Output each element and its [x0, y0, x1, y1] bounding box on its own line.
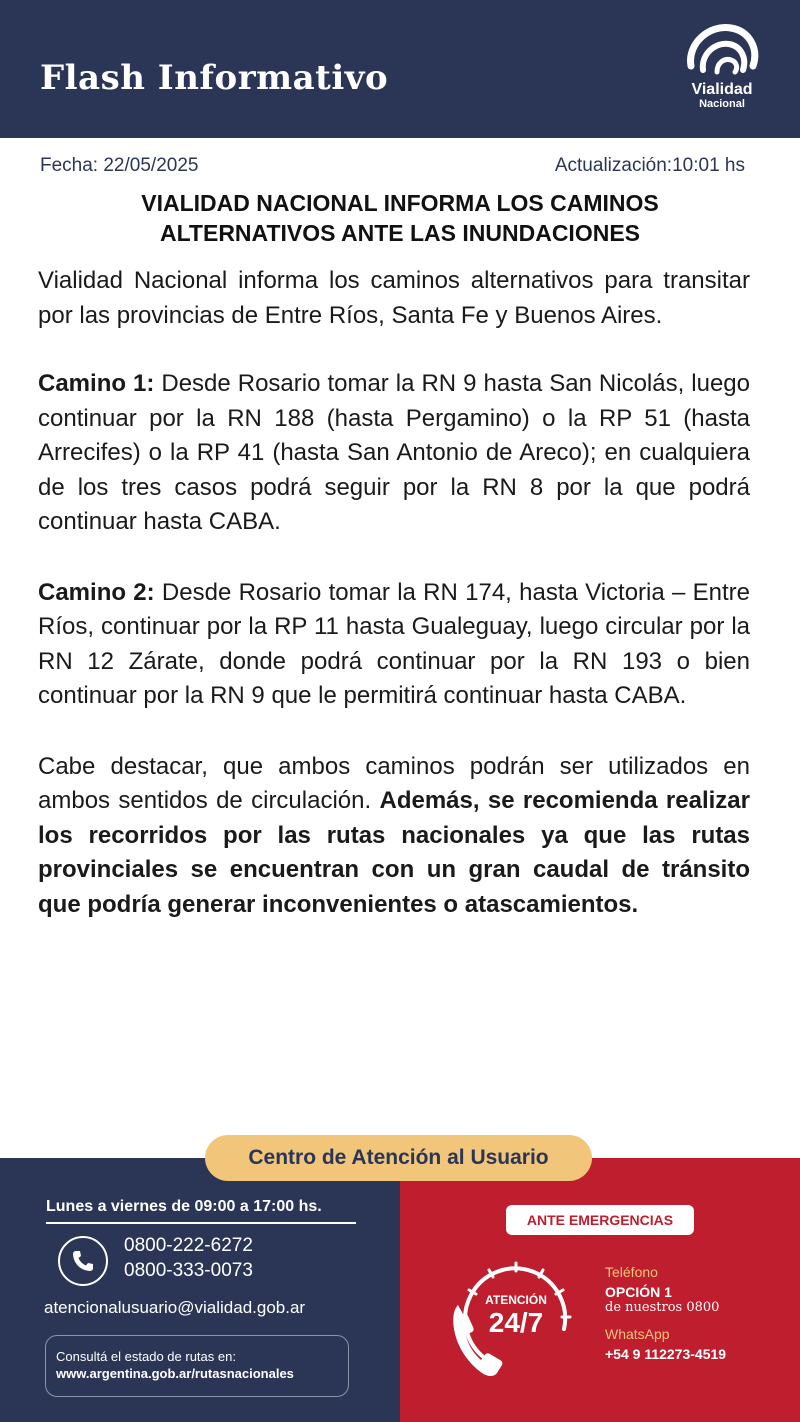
- contact-email[interactable]: atencionalusuario@vialidad.gob.ar: [44, 1298, 306, 1317]
- camino-1-label: Camino 1:: [38, 370, 155, 397]
- date-label: Fecha: 22/05/2025: [40, 155, 199, 176]
- attention-label: ATENCIÓN: [485, 1293, 547, 1307]
- update-label: Actualización:: [554, 155, 673, 176]
- camino-2-label: Camino 2:: [38, 578, 155, 606]
- whatsapp-number[interactable]: +54 9 112273-4519: [605, 1346, 727, 1362]
- attention-hours: 24/7: [488, 1307, 544, 1338]
- phone-number-1[interactable]: 0800-222-6272: [124, 1235, 253, 1256]
- emergency-phone-option-sub: de nuestros 0800: [605, 1300, 720, 1315]
- logo-text-vialidad: Vialidad: [691, 81, 753, 98]
- camino-1-paragraph: [38, 367, 750, 540]
- emergency-badge: ANTE EMERGENCIAS: [506, 1205, 694, 1235]
- headline: [60, 188, 740, 248]
- whatsapp-label: WhatsApp: [605, 1326, 670, 1342]
- update-time: [555, 155, 745, 177]
- update-value: 10:01 hs: [672, 155, 745, 176]
- office-hours: Lunes a viernes de 09:00 a 17:00 hs.: [46, 1198, 322, 1215]
- camino-2-paragraph: [38, 576, 750, 714]
- route-status-link[interactable]: www.argentina.gob.ar/rutasnacionales: [56, 1366, 294, 1381]
- headline-line-1: VIALIDAD NACIONAL INFORMA LOS CAMINOS: [141, 190, 659, 216]
- closing-recommendation: Además, se recomienda realizar los recorridos por las rutas nacionales ya que las rutas provinciales se encuentran con un gran caudal de tránsito que podría generar inconvenientes o atascamientos.: [38, 787, 750, 918]
- route-status-box: [45, 1335, 349, 1397]
- headline-line-2: ALTERNATIVOS ANTE LAS INUNDACIONES: [159, 220, 641, 246]
- closing-text: Cabe destacar, que ambos caminos podrán ser utilizados en ambos sentidos de circulación.: [38, 752, 750, 814]
- phone-icon: [58, 1236, 108, 1286]
- vialidad-logo: [676, 22, 768, 122]
- emergency-phone-label: Teléfono: [605, 1264, 658, 1280]
- header-bar: [0, 0, 800, 138]
- route-status-label: Consultá el estado de rutas en:: [56, 1349, 236, 1364]
- intro-paragraph: Vialidad Nacional informa los caminos alternativos para transitar por las provincias de Entre Ríos, Santa Fe y Buenos Aires.: [38, 267, 750, 329]
- attention-24-7-graphic: [446, 1247, 586, 1387]
- logo-text-nacional: Nacional: [699, 98, 745, 110]
- article-body: [38, 264, 750, 922]
- hours-divider: [46, 1222, 356, 1224]
- center-title-badge: Centro de Atención al Usuario: [205, 1135, 592, 1181]
- page-title: Flash Informativo: [40, 58, 389, 98]
- camino-2-text: Desde Rosario tomar la RN 174, hasta Victoria – Entre Ríos, continuar por la RP 11 hasta Gualeguay, luego circular por la RN 12 Zárate, donde podrá continuar por la RN 193 o bien continuar por la RN 9 que le permitirá continuar hasta CABA.: [38, 578, 751, 709]
- emergency-phone-option: OPCIÓN 1: [605, 1284, 672, 1300]
- vialidad-swirl-logo-icon: [683, 22, 761, 84]
- phone-number-2[interactable]: 0800-333-0073: [124, 1260, 253, 1281]
- closing-paragraph: [38, 750, 750, 923]
- camino-1-text: Desde Rosario tomar la RN 9 hasta San Nicolás, luego continuar por la RN 188 (hasta Pergamino) o la RP 51 (hasta Arrecifes) o la RP 41 (hasta San Antonio de Areco); en cualquiera de los tres casos podrá seguir por la RN 8 por la que podrá continuar hasta CABA.: [38, 370, 751, 535]
